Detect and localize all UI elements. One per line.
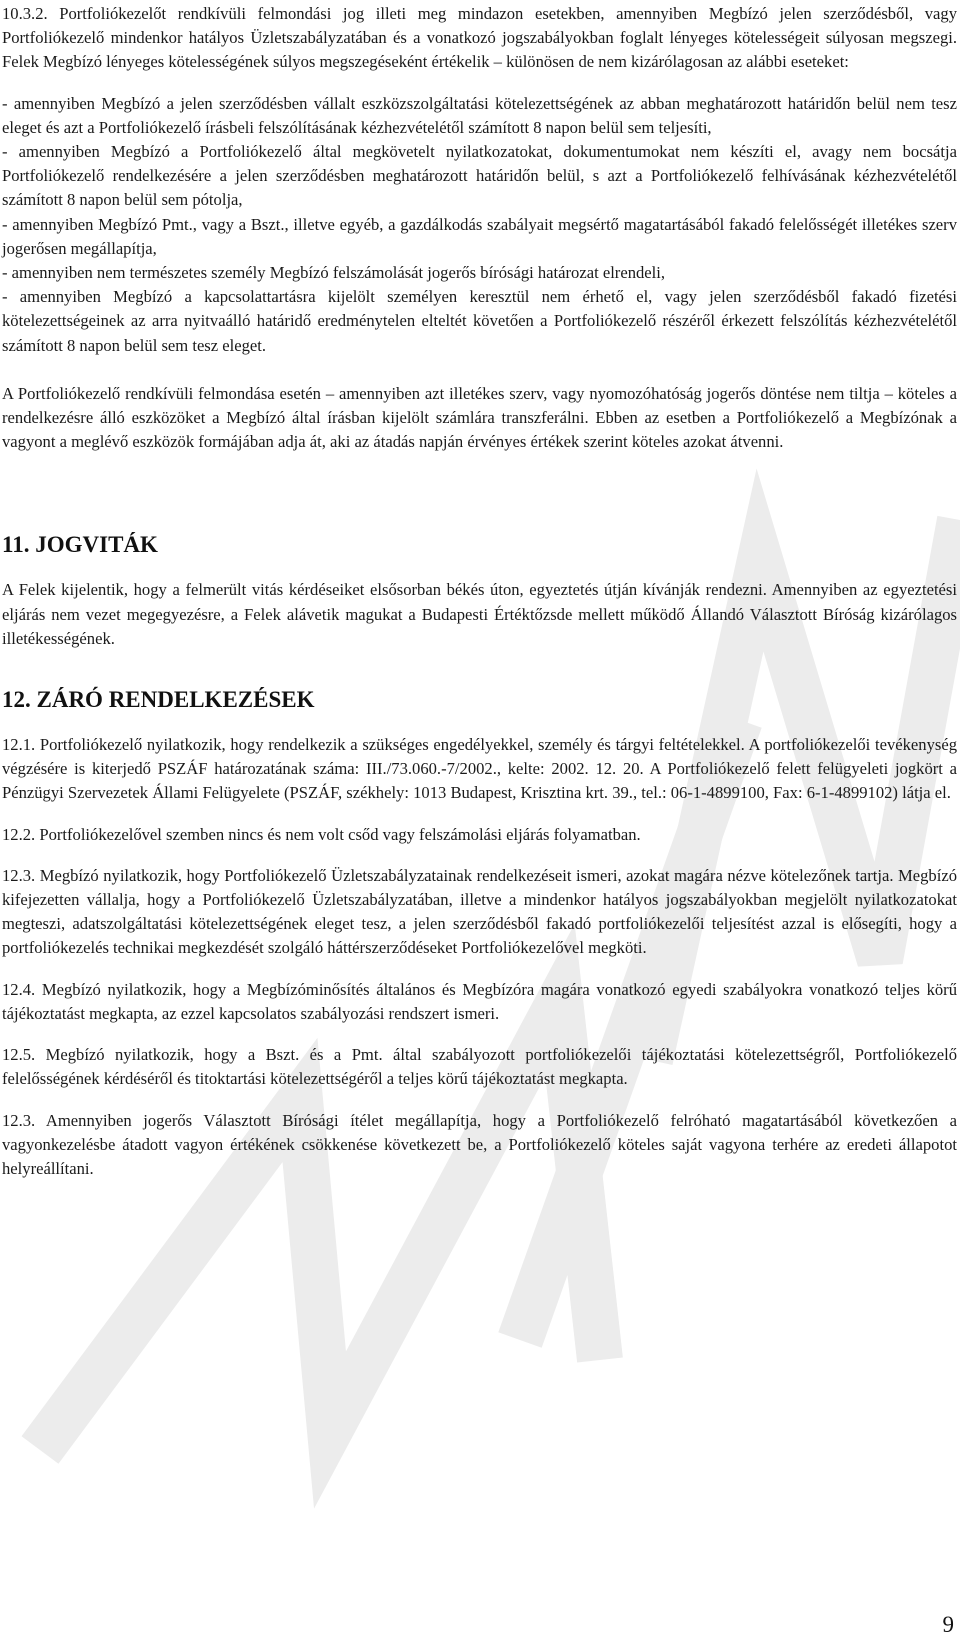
paragraph-12-4: 12.4. Megbízó nyilatkozik, hogy a Megbízóminősítés általános és Megbízóra magára vonatkozó egyedi szabályokra vonatkozó teljes körű tájékoztatást megkapta, az ezzel kapcsolatos szabályozási rendszert ismeri. (2, 979, 957, 1023)
page-number: 9 (942, 1612, 954, 1637)
list-item: - amennyiben Megbízó Pmt., vagy a Bszt., illetve egyéb, a gazdálkodás szabályait megsértő magatartásából fakadó felelősségét illetékes szerv jogerősen megállapítja, (2, 214, 957, 258)
paragraph-12-3-b: 12.3. Amennyiben jogerős Választott Bírósági ítélet megállapítja, hogy a Portfoliókezelő felróható magatartásából következően a vagyonkezelésbe átadott vagyon értékének csökkenése következett be, a Portfoliókezelő köteles saját vagyona terhére az eredeti állapotot helyreállítani. (2, 1110, 957, 1178)
paragraph-12-3: 12.3. Megbízó nyilatkozik, hogy Portfoliókezelő Üzletszabályzatainak rendelkezéseit ismeri, azokat magára nézve kötelezőnek tartja. Megbízó kifejezetten vállalja, hogy a Portfoliókezelő Üzletszabályzatában, illetve a mindenkor hatályos jogszabályokban megjelölt nyilatkozatokat megteszi, adatszolgáltatási kötelezettségének eleget tesz, a jelen szerződésből fakadó portfoliókezelői teljesítést azzal is elősegíti, hogy a portfoliókezelés technikai megkezdését szolgáló háttérszerződéseket Portfoliókezelővel megköti. (2, 865, 957, 958)
watermark-text: MINTA (464, 1092, 496, 1103)
paragraph-10-3-2: 10.3.2. Portfoliókezelőt rendkívüli felmondási jog illeti meg mindazon esetekben, amennyiben Megbízó jelen szerződésből, vagy Portfoliókezelő mindenkor hatályos Üzletszabályzatában és a vonatkozó jogszabályokban foglalt lényeges kötelességeit súlyosan megszegi. Felek Megbízó lényeges kötelességének súlyos megszegéseként értékelik – különösen de nem kizárólagosan az alábbi eseteket: (2, 4, 957, 72)
paragraph-12-1: 12.1. Portfoliókezelő nyilatkozik, hogy rendelkezik a szükséges engedélyekkel, személy és tárgyi feltételekkel. A portfoliókezelői tevékenység végzésére is kiterjedő PSZÁF határozatának száma: III./73.060.-7/2002., kelte: 2002. 12. 20. A Portfoliókezelő felett felügyeleti jogkört a Pénzügyi Szervezetek Állami Felügyelete (PSZÁF, székhely: 1013 Budapest, Krisztina krt. 39., tel.: 06-1-4899100, Fax: 6-1-4899102) látja el. (2, 735, 957, 803)
document-page (2, 2, 957, 1181)
section-heading-zaro-rendelkezesek: 12. ZÁRÓ RENDELKEZÉSEK (2, 687, 315, 713)
list-item: - amennyiben Megbízó a Portfoliókezelő által megkövetelt nyilatkozatokat, dokumentumokat nem készíti el, avagy nem bocsátja Portfoliókezelő rendelkezésére a jelen szerződésben meghatározott határidőn belül, s azt a Portfoliókezelő felhívásának kézhezvételétől számított 8 napon belül sem pótolja, (2, 142, 957, 210)
list-item: - amennyiben nem természetes személy Megbízó felszámolását jogerős bírósági határozat elrendeli, (2, 263, 666, 283)
paragraph-12-2: 12.2. Portfoliókezelővel szemben nincs és nem volt csőd vagy felszámolási eljárás folyamatban. (2, 824, 641, 844)
paragraph-jogvitak: A Felek kijelentik, hogy a felmerült vitás kérdéseiket elsősorban békés úton, egyeztetés útján kívánják rendezni. Amennyiben az egyeztetési eljárás nem vezet megegyezésre, a Felek alávetik magukat a Budapesti Értéktőzsde mellett működő Állandó Választott Bíróság kizárólagos illetékességének. (2, 580, 957, 648)
list-item: - amennyiben Megbízó a kapcsolattartásra kijelölt személyen keresztül nem érhető el, vagy jelen szerződésből fakadó fizetési kötelezettségeinek az arra nyitvaálló határidő eredménytelen elteltét követően a Portfoliókezelő részéről érkezett felszólítás kézhezvételétől számított 8 napon belül sem tesz eleget. (2, 287, 957, 355)
paragraph-termination: A Portfoliókezelő rendkívüli felmondása esetén – amennyiben azt illetékes szerv, vagy nyomozóhatóság jogerős döntése nem tiltja – köteles a rendelkezésre álló eszközöket a Megbízó által írásban kijelölt számlára transzferálni. Ebben az esetben a Portfoliókezelő a Megbízónak a vagyont a meglévő eszközök formájában adja át, aki az átadás napján érvényes értékek szerint köteles azokat átvenni. (2, 383, 957, 452)
paragraph-12-5: 12.5. Megbízó nyilatkozik, hogy a Bszt. és a Pmt. által szabályozott portfoliókezelői tájékoztatási kötelezettségről, Portfoliókezelő felelősségének kérdéséről és titoktartási kötelezettségéről a teljes körű tájékoztatást megkapta. (2, 1045, 957, 1089)
section-heading-jogvitak: 11. JOGVITÁK (2, 532, 158, 558)
list-item: - amennyiben Megbízó a jelen szerződésben vállalt eszközszolgáltatási kötelezettségének az abban meghatározott határidőn belül nem tesz eleget és azt a Portfoliókezelő írásbeli felszólításának kézhezvételétől számított 8 napon belül sem teljesíti, (2, 93, 957, 137)
